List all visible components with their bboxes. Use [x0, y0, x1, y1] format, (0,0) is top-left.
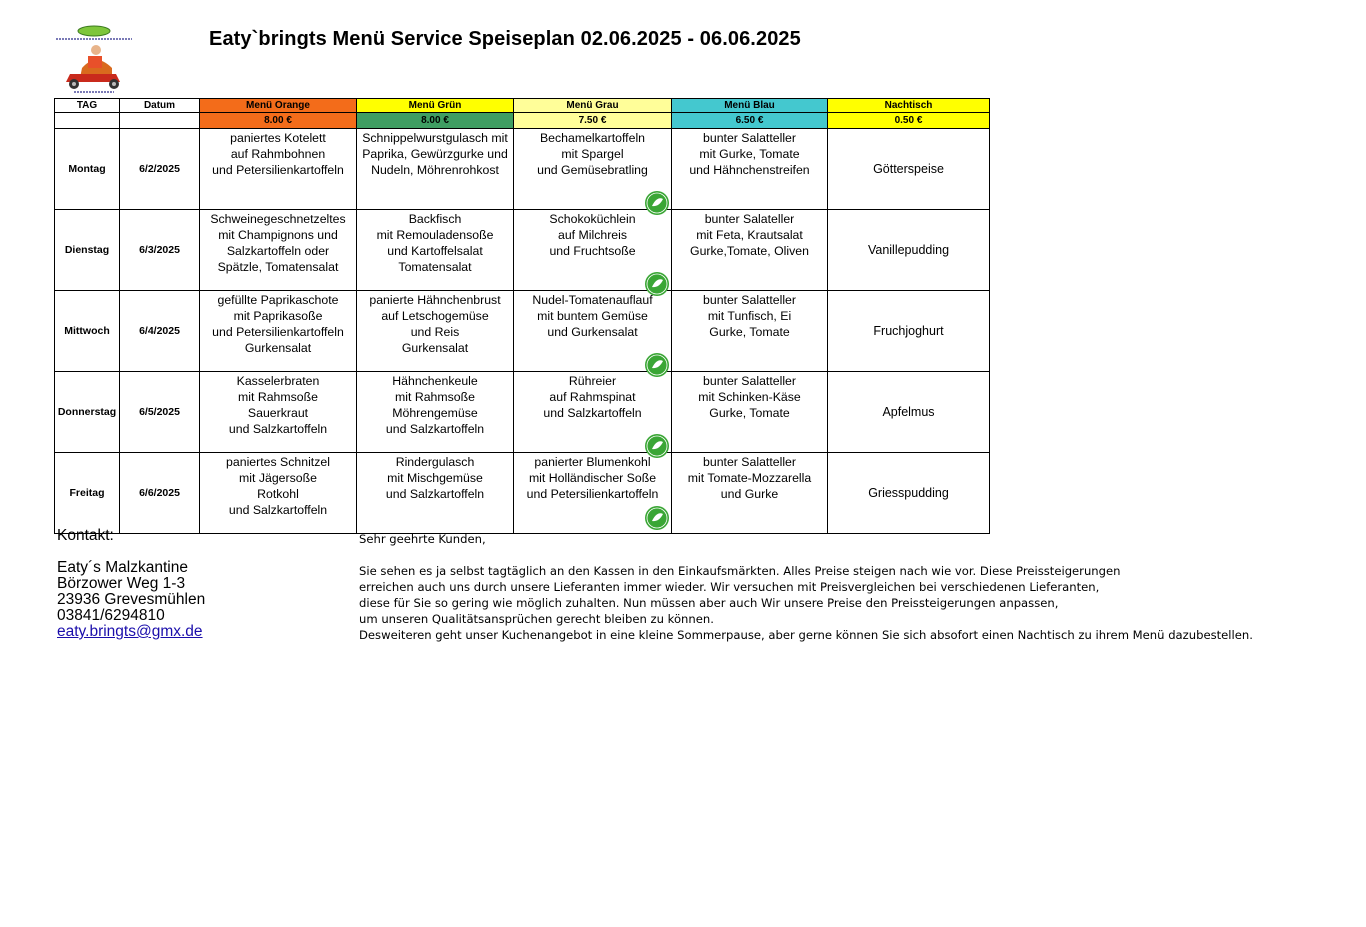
table-header-row — [55, 99, 990, 113]
dish-line: paniertes Kotelett — [230, 131, 326, 145]
menu-table — [54, 98, 990, 534]
dish-line: Gurkensalat — [244, 341, 312, 355]
dish-line: paniertes Schnitzel — [226, 455, 330, 469]
dish-line: Sauerkraut — [247, 406, 309, 420]
dish-line: Backfisch — [408, 212, 462, 226]
dessert-cell: Götterspeise — [828, 129, 990, 210]
day-date: 6/3/2025 — [120, 210, 200, 291]
price-row — [55, 113, 990, 129]
dish-line: und Gurke — [720, 487, 779, 501]
dish-line: mit Feta, Krautsalat — [696, 228, 803, 242]
dish-line: Gurke,Tomate, Oliven — [690, 244, 809, 258]
dish-line: auf Milchreis — [557, 228, 628, 242]
dish-line: Spätzle, Tomatensalat — [217, 260, 339, 274]
dish-line: und Salzkartoffeln — [228, 422, 328, 436]
contact-label: Kontakt: — [57, 527, 114, 544]
dish-cell-blau — [672, 210, 828, 291]
dish-line: Bechamelkartoffeln — [539, 131, 646, 145]
dish-line: Gurke, Tomate — [709, 406, 790, 420]
dish-line: mit buntem Gemüse — [537, 309, 648, 323]
dish-line: mit Holländischer Soße — [528, 471, 657, 485]
day-row — [55, 210, 990, 291]
dish-cell-gruen — [357, 210, 514, 291]
header-tag: TAG — [55, 99, 120, 113]
day-name: Donnerstag — [55, 372, 120, 453]
dish-line: mit Spargel — [561, 147, 624, 161]
dish-line: Schnippelwurstgulasch mit — [362, 131, 508, 145]
dish-line: Kasselerbraten — [236, 374, 320, 388]
header-menu-orange: Menü Orange — [200, 99, 357, 113]
dish-line: mit Mischgemüse — [387, 471, 483, 485]
dish-line: bunter Salatteller — [703, 455, 796, 469]
dish-cell-blau — [672, 372, 828, 453]
dish-cell-grau — [514, 129, 672, 210]
dish-line: mit Champignons und — [218, 228, 338, 242]
dish-line: Hähnchenkeule — [392, 374, 478, 388]
customer-notice — [359, 531, 1253, 643]
contact-block — [57, 528, 205, 640]
dish-cell-orange — [200, 129, 357, 210]
dish-line: mit Tunfisch, Ei — [707, 309, 792, 323]
day-date: 6/5/2025 — [120, 372, 200, 453]
dessert-cell: Apfelmus — [828, 372, 990, 453]
dish-line: mit Remouladensoße — [376, 228, 494, 242]
dish-line: Gurkensalat — [401, 341, 469, 355]
dish-cell-orange — [200, 291, 357, 372]
dish-line: und Gemüsebratling — [537, 163, 648, 177]
dish-line: und Kartoffelsalat — [387, 244, 483, 258]
dish-line: Nudeln, Möhrenrohkost — [371, 163, 499, 177]
dish-cell-grau — [514, 372, 672, 453]
dish-cell-orange — [200, 210, 357, 291]
dish-cell-grau — [514, 453, 672, 534]
day-row — [55, 129, 990, 210]
dish-cell-gruen — [357, 291, 514, 372]
veggie-badge-icon — [644, 505, 670, 531]
dish-line: Möhrengemüse — [392, 406, 478, 420]
dish-cell-orange — [200, 453, 357, 534]
dish-line: Rotkohl — [257, 487, 299, 501]
day-row — [55, 291, 990, 372]
dish-cell-orange — [200, 372, 357, 453]
dish-line: Rühreier — [568, 374, 617, 388]
dish-line: und Petersilienkartoffeln — [212, 163, 344, 177]
dish-line: und Salzkartoffeln — [228, 503, 328, 517]
dessert-cell: Vanillepudding — [828, 210, 990, 291]
price-empty-tag — [55, 113, 120, 129]
company-logo — [52, 24, 136, 96]
dish-line: Schokoküchlein — [549, 212, 636, 226]
dish-line: mit Schinken-Käse — [698, 390, 801, 404]
contact-phone: 03841/6294810 — [57, 607, 165, 624]
day-date: 6/4/2025 — [120, 291, 200, 372]
dessert-cell: Griesspudding — [828, 453, 990, 534]
price-gruen: 8.00 € — [357, 113, 514, 129]
dish-line: Rindergulasch — [395, 455, 475, 469]
header-datum: Datum — [120, 99, 200, 113]
dish-cell-blau — [672, 129, 828, 210]
dish-line: bunter Salatteller — [703, 374, 796, 388]
dish-line: und Salzkartoffeln — [543, 406, 642, 420]
dish-line: Nudel-Tomatenauflauf — [532, 293, 653, 307]
day-date: 6/6/2025 — [120, 453, 200, 534]
day-date: 6/2/2025 — [120, 129, 200, 210]
dish-line: und Reis — [410, 325, 460, 339]
price-blau: 6.50 € — [672, 113, 828, 129]
dish-line: auf Letschogemüse — [381, 309, 489, 323]
day-name: Freitag — [55, 453, 120, 534]
contact-email-link[interactable]: eaty.bringts@gmx.de — [57, 623, 203, 640]
price-nachtisch: 0.50 € — [828, 113, 990, 129]
dish-line: Schweinegeschnetzeltes — [210, 212, 346, 226]
dish-cell-blau — [672, 453, 828, 534]
day-row — [55, 372, 990, 453]
dish-line: mit Paprikasoße — [233, 309, 323, 323]
dish-line: und Fruchtsoße — [549, 244, 636, 258]
dish-cell-gruen — [357, 129, 514, 210]
day-name: Dienstag — [55, 210, 120, 291]
dish-line: panierter Blumenkohl — [534, 455, 651, 469]
header-menu-grau: Menü Grau — [514, 99, 672, 113]
dish-line: bunter Salatteller — [703, 131, 796, 145]
header-nachtisch: Nachtisch — [828, 99, 990, 113]
header-menu-gruen: Menü Grün — [357, 99, 514, 113]
dish-line: bunter Salatteller — [703, 293, 796, 307]
dish-line: mit Rahmsoße — [238, 390, 318, 404]
dish-cell-grau — [514, 210, 672, 291]
dish-line: bunter Salateller — [704, 212, 795, 226]
dish-line: Paprika, Gewürzgurke und — [362, 147, 508, 161]
dish-line: und Petersilienkartoffeln — [212, 325, 344, 339]
dish-line: Gurke, Tomate — [709, 325, 790, 339]
dish-line: Tomatensalat — [398, 260, 472, 274]
dish-cell-gruen — [357, 453, 514, 534]
price-empty-datum — [120, 113, 200, 129]
dish-line: auf Rahmspinat — [549, 390, 636, 404]
dish-cell-blau — [672, 291, 828, 372]
dish-line: und Hähnchenstreifen — [689, 163, 810, 177]
day-name: Mittwoch — [55, 291, 120, 372]
notice-line: Desweiteren geht unser Kuchenangebot in eine kleine Sommerpause, aber gerne können Sie sich absofort einen Nachtisch zu ihrem Menü dazubestellen. — [359, 628, 1253, 642]
dish-line: panierte Hähnchenbrust — [369, 293, 501, 307]
dish-line: Salzkartoffeln oder — [226, 244, 330, 258]
dessert-cell: Fruchjoghurt — [828, 291, 990, 372]
notice-greeting: Sehr geehrte Kunden, — [359, 532, 486, 546]
contact-city: 23936 Grevesmühlen — [57, 591, 206, 608]
dish-cell-gruen — [357, 372, 514, 453]
dish-line: mit Rahmsoße — [395, 390, 475, 404]
dish-line: mit Jägersoße — [239, 471, 317, 485]
dish-line: mit Tomate-Mozzarella — [687, 471, 812, 485]
notice-line: diese für Sie so gering wie möglich zuhalten. Nun müssen aber auch Wir unsere Preise den Preissteigerungen anpassen, — [359, 596, 1059, 610]
contact-name: Eaty´s Malzkantine — [57, 559, 188, 576]
contact-street: Börzower Weg 1-3 — [57, 575, 186, 592]
dish-line: und Gurkensalat — [547, 325, 638, 339]
price-orange: 8.00 € — [200, 113, 357, 129]
dish-line: und Salzkartoffeln — [385, 487, 485, 501]
dish-cell-grau — [514, 291, 672, 372]
price-grau: 7.50 € — [514, 113, 672, 129]
page-title: Eaty`bringts Menü Service Speiseplan 02.06.2025 - 06.06.2025 — [209, 28, 801, 50]
dish-line: mit Gurke, Tomate — [699, 147, 800, 161]
dish-line: auf Rahmbohnen — [230, 147, 326, 161]
dish-line: und Salzkartoffeln — [385, 422, 485, 436]
day-row — [55, 453, 990, 534]
dish-line: und Petersilienkartoffeln — [526, 487, 659, 501]
day-name: Montag — [55, 129, 120, 210]
notice-line: Sie sehen es ja selbst tagtäglich an den Kassen in den Einkaufsmärkten. Alles Preise steigen nach wie vor. Diese Preissteigerungen — [359, 564, 1121, 578]
notice-line: um unseren Qualitätsansprüchen gerecht bleiben zu können. — [359, 612, 714, 626]
notice-line: erreichen auch uns durch unsere Lieferanten immer wieder. Wir versuchen mit Preisvergleichen bei verschiedenen Lieferanten, — [359, 580, 1100, 594]
dish-line: gefüllte Paprikaschote — [217, 293, 339, 307]
header-menu-blau: Menü Blau — [672, 99, 828, 113]
